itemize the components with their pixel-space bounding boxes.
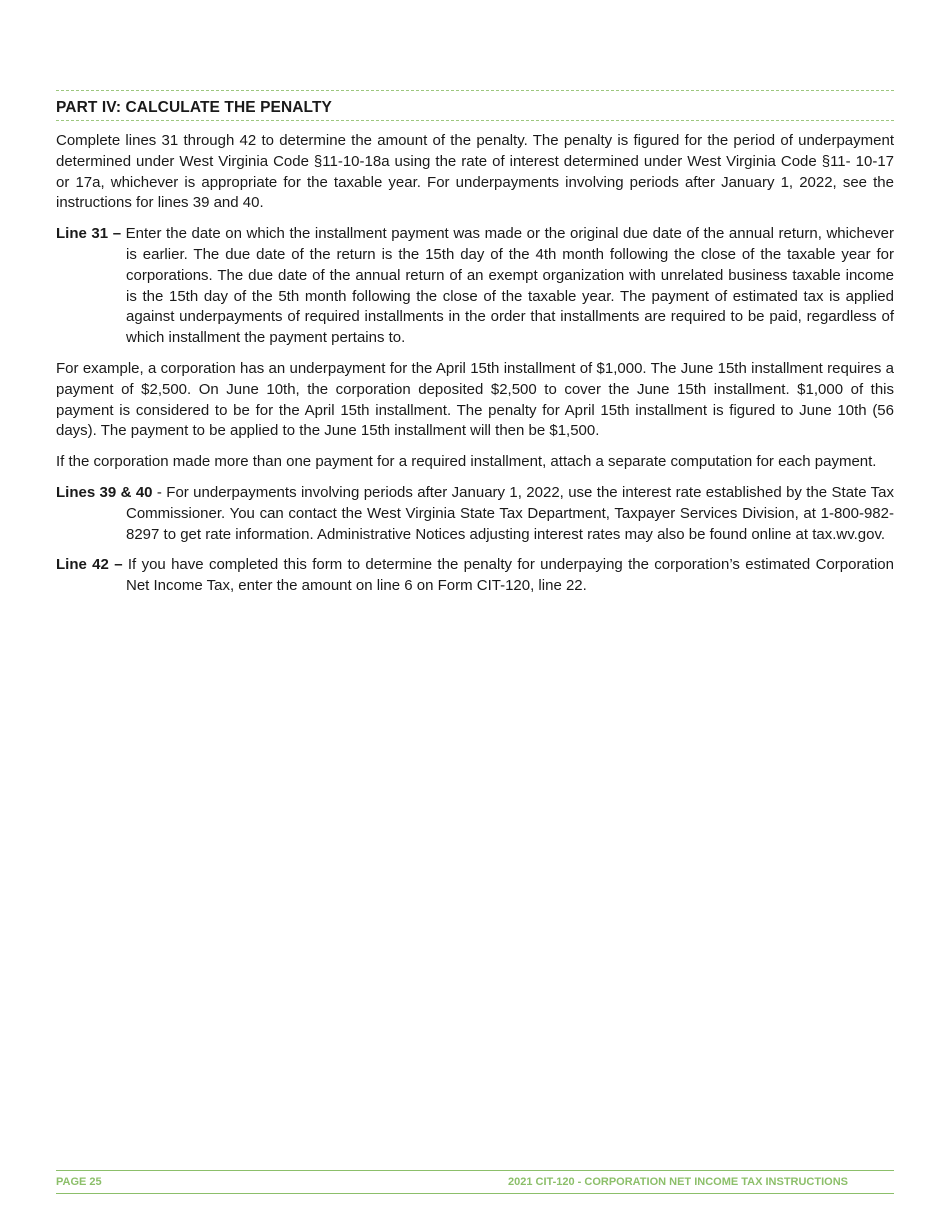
line-31-text: Enter the date on which the installment payment was made or the original due date of the annual return, whichever is earlier. The due date of the return is the 15th day of the 4th month following the close of the taxable year for corporations. The due date of the annual return of an exempt organization with unrelated business taxable income is the 15th day of the 5th month following the close of the taxable year. The payment of estimated tax is applied against underpayments of required installments in the order that installments are required to be paid, regardless of which installment the payment pertains to.	[125, 225, 894, 347]
page-number: PAGE 25	[56, 1176, 102, 1188]
section-title: PART IV: CALCULATE THE PENALTY	[56, 90, 894, 121]
page-footer	[56, 1170, 894, 1194]
document-body	[56, 90, 894, 597]
example-paragraph: For example, a corporation has an underpayment for the April 15th installment of $1,000. The June 15th installment requires a payment of $2,500. On June 10th, the corporation deposited $2,500 to cover the June 15th installment. $1,000 of this payment is considered to be for the April 15th installment. The penalty for April 15th installment is figured to June 10th (56 days). The payment to be applied to the June 15th installment will then be $1,500.	[56, 359, 894, 440]
lines-39-40-instruction	[56, 483, 894, 545]
line-42-label: Line 42 –	[56, 556, 123, 574]
line-31-label: Line 31 –	[56, 225, 122, 243]
lines-39-40-label: Lines 39 & 40	[56, 483, 153, 501]
line-42-instruction	[56, 555, 894, 597]
line-31-instruction	[56, 224, 894, 349]
lines-39-40-text: - For underpayments involving periods after January 1, 2022, use the interest rate established by the State Tax Commissioner. You can contact the West Virginia State Tax Department, Taxpayer Services Division, at 1-800-982-8297 to get rate information. Administrative Notices adjusting interest rates may also be found online at tax.wv.gov.	[126, 483, 895, 543]
multiple-payments-paragraph: If the corporation made more than one payment for a required installment, attach a separate computation for each payment.	[56, 453, 877, 471]
intro-paragraph: Complete lines 31 through 42 to determine the amount of the penalty. The penalty is figured for the period of underpayment determined under West Virginia Code §11-10-18a using the rate of interest determined under West Virginia Code §11- 10-17 or 17a, whichever is appropriate for the taxable year. For underpayments involving periods after January 1, 2022, see the instructions for lines 39 and 40.	[56, 132, 894, 212]
line-42-text: If you have completed this form to determine the penalty for underpaying the corporation’s estimated Corporation Net Income Tax, enter the amount on line 6 on Form CIT-120, line 22.	[126, 556, 894, 595]
document-title: 2021 CIT-120 - CORPORATION NET INCOME TAX INSTRUCTIONS	[507, 1176, 848, 1188]
